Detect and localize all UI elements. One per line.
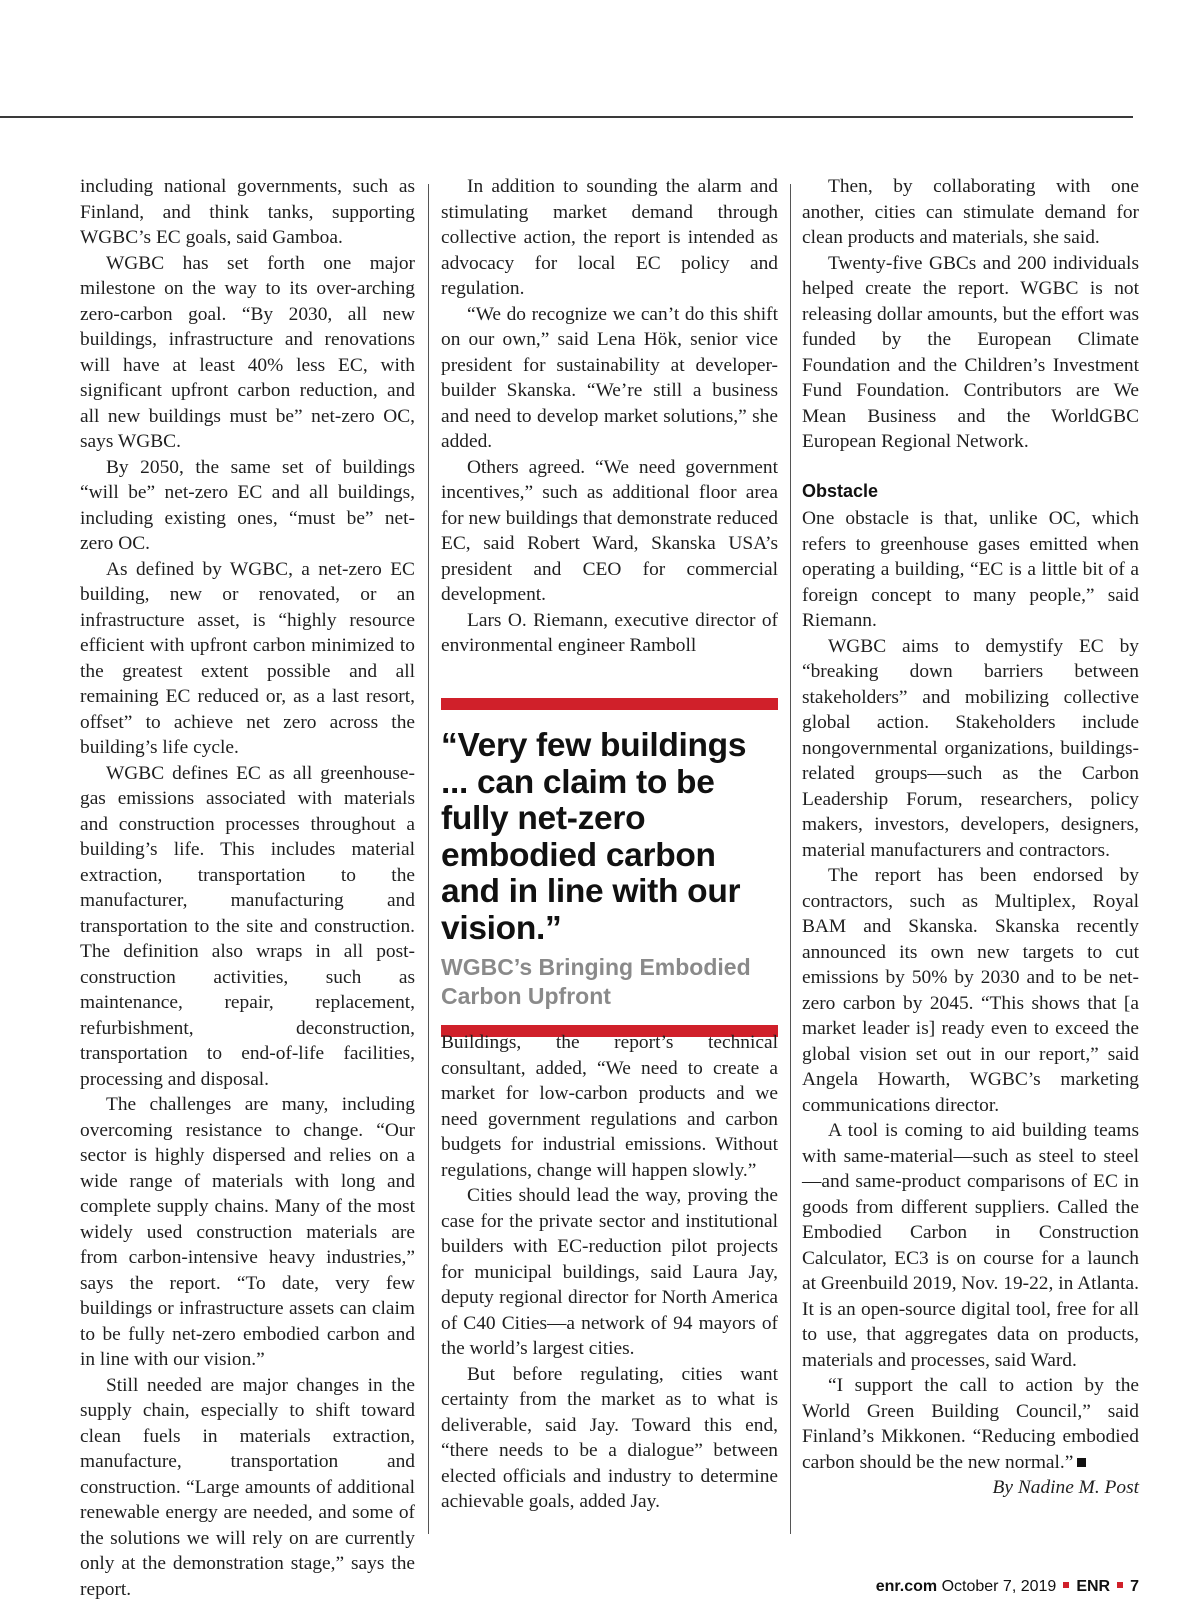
- article-column-2-bottom: [441, 1030, 778, 1550]
- paragraph: Twenty-five GBCs and 200 individuals helped create the report. WGBC is not releasing dollar amounts, but the effort was funded by the European Climate Foundation and the Children’s Investment Fund Foundation. Contributors are We Mean Business and the WorldGBC European Regional Network.: [802, 251, 1139, 455]
- paragraph: As defined by WGBC, a net-zero EC building, new or renovated, or an infrastructure asset, is “highly resource efficient with upfront carbon minimized to the greatest extent possible and all remaining EC reduced or, as a last resort, offset” to achieve net zero across the building’s life cycle.: [80, 557, 415, 761]
- paragraph: A tool is coming to aid building teams with same-material—such as steel to steel—and same-product comparisons of EC in goods from different suppliers. Called the Embodied Carbon in Construction Calculator, EC3 is on course for a launch at Greenbuild 2019, Nov. 19-22, in Atlanta. It is an open-source digital tool, free for all to use, that aggregates data on products, materials and processes, said Ward.: [802, 1118, 1139, 1373]
- column-3-body: [802, 506, 1139, 1475]
- paragraph: Buildings, the report’s technical consultant, added, “We need to create a market for low-carbon products and we need government regulations and carbon budgets for industrial emissions. Without regulations, change will happen slowly.”: [441, 1030, 778, 1183]
- paragraph: The challenges are many, including overcoming resistance to change. “Our sector is highly dispersed and relies on a wide range of materials with long and complete supply chains. Many of the most widely used construction materials are from carbon-intensive heavy industries,” says the report. “To date, very few buildings or infrastructure assets can claim to be fully net-zero embodied carbon and in line with our vision.”: [80, 1092, 415, 1373]
- paragraph: WGBC aims to demystify EC by “breaking down barriers between stakeholders” and mobilizing collective global action. Stakeholders include nongovernmental organizations, buildings-related groups—such as the Carbon Leadership Forum, researchers, policy makers, investors, developers, designers, material manufacturers and contractors.: [802, 634, 1139, 864]
- section-heading-obstacle: Obstacle: [802, 479, 1139, 505]
- paragraph: Still needed are major changes in the supply chain, especially to shift toward clean fuels in materials extraction, manufacture, transportation and construction. “Large amounts of additional renewable energy are needed, and some of the solutions we will rely on are currently only at the demonstration stage,” says the report.: [80, 1373, 415, 1602]
- byline: By Nadine M. Post: [802, 1475, 1139, 1501]
- page-footer: [700, 1578, 1139, 1596]
- paragraph: But before regulating, cities want certainty from the market as to what is deliverable, said Jay. Toward this end, “there needs to be a dialogue” between elected officials and industry to determine achievable goals, added Jay.: [441, 1362, 778, 1515]
- paragraph: Cities should lead the way, proving the case for the private sector and institutional builders with EC-reduction pilot projects for municipal buildings, said Laura Jay, deputy regional director for North America of C40 Cities—a network of 94 mayors of the world’s largest cities.: [441, 1183, 778, 1362]
- paragraph: “We do recognize we can’t do this shift on our own,” said Lena Hök, senior vice president for sustainability at developer-builder Skanska. “We’re still a business and need to develop market solutions,” she added.: [441, 302, 778, 455]
- article-column-1: [80, 174, 415, 1544]
- paragraph: The report has been endorsed by contractors, such as Multiplex, Royal BAM and Skanska. Skanska recently announced its own new targets to cut emissions by 50% by 2030 and to be net-zero carbon by 2045. “This shows that [a market leader is] ready even to exceed the global vision set out in our report,” said Angela Howarth, WGBC’s marketing communications director.: [802, 863, 1139, 1118]
- paragraph: Then, by collaborating with one another, cities can stimulate demand for clean products and materials, she said.: [802, 174, 1139, 251]
- article-column-2-top: [441, 174, 778, 674]
- column-divider-1: [428, 184, 429, 1534]
- pull-quote-box: [441, 698, 778, 1037]
- footer-publication: ENR: [1076, 1578, 1110, 1595]
- footer-date: October 7, 2019: [942, 1578, 1057, 1595]
- article-column-3: [802, 174, 1139, 1544]
- column-divider-2: [790, 184, 791, 1534]
- paragraph: WGBC defines EC as all greenhouse-gas emissions associated with materials and construction processes throughout a building’s life. This includes material extraction, transportation to the manufacturer, manufacturing and transportation to the site and construction. The definition also wraps in all post-construction activities, such as maintenance, repair, replacement, refurbishment, deconstruction, transportation to end-of-life facilities, processing and disposal.: [80, 761, 415, 1093]
- column-3-intro: [802, 174, 1139, 455]
- paragraph: Lars O. Riemann, executive director of environmental engineer Ramboll: [441, 608, 778, 659]
- paragraph: “I support the call to action by the World Green Building Council,” said Finland’s Mikkonen. “Reducing embodied carbon should be the new normal.”: [802, 1373, 1139, 1475]
- pull-quote-text: “Very few buildings ... can claim to be fully net-zero embodied carbon and in line with our vision.”: [441, 728, 778, 947]
- pull-quote-top-bar: [441, 698, 778, 710]
- end-of-article-icon: [1077, 1458, 1086, 1467]
- page-number: 7: [1130, 1578, 1139, 1595]
- footer-separator-icon: [1063, 1582, 1069, 1588]
- paragraph: WGBC has set forth one major milestone on the way to its over-arching zero-carbon goal. “By 2030, all new buildings, infrastructure and renovations will have at least 40% less EC, with significant upfront carbon reduction, and all new buildings must be” net-zero OC, says WGBC.: [80, 251, 415, 455]
- pull-quote-source: WGBC’s Bringing Embodied Carbon Upfront: [441, 953, 778, 1011]
- footer-separator-icon: [1117, 1582, 1123, 1588]
- footer-site[interactable]: enr.com: [876, 1578, 937, 1595]
- paragraph: One obstacle is that, unlike OC, which refers to greenhouse gases emitted when operating a building, “EC is a little bit of a foreign concept to many people,” said Riemann.: [802, 506, 1139, 634]
- paragraph: By 2050, the same set of buildings “will be” net-zero EC and all buildings, including existing ones, “must be” net-zero OC.: [80, 455, 415, 557]
- header-rule: [0, 116, 1133, 118]
- paragraph: including national governments, such as Finland, and think tanks, supporting WGBC’s EC goals, said Gamboa.: [80, 174, 415, 251]
- paragraph: In addition to sounding the alarm and stimulating market demand through collective action, the report is intended as advocacy for local EC policy and regulation.: [441, 174, 778, 302]
- paragraph: Others agreed. “We need government incentives,” such as additional floor area for new buildings that demonstrate reduced EC, said Robert Ward, Skanska USA’s president and CEO for commercial development.: [441, 455, 778, 608]
